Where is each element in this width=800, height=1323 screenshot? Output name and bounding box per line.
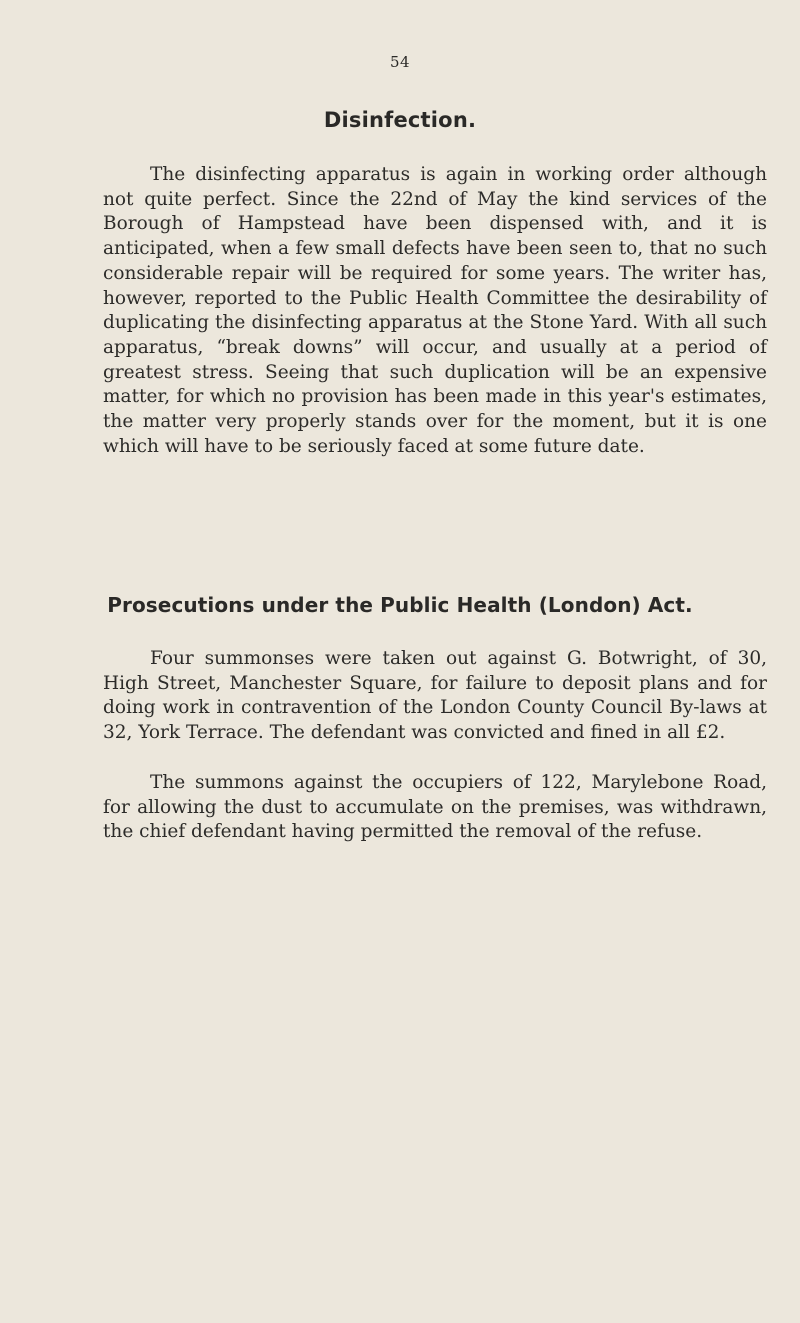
paragraph-marylebone-summons: The summons against the occupiers of 122, Marylebone Road, for allowing the dust to accumulate on the premises, was withdrawn, the chief defendant having permitted the removal of the refuse. <box>103 772 767 843</box>
section-heading-prosecutions: Prosecutions under the Public Health (London) Act. <box>107 593 693 617</box>
page-number: 54 <box>389 53 411 71</box>
paragraph-botwright-summonses: Four summonses were taken out against G. Botwright, of 30, High Street, Manchester Square, for failure to deposit plans and for doing work in contravention of the London County Council By-laws at 32, York Terrace. The defendant was convicted and fined in all £2. <box>103 648 767 744</box>
section-heading-disinfection: Disinfection. <box>323 108 477 132</box>
paragraph-disinfecting-apparatus: The disinfecting apparatus is again in working order although not quite perfect. Since the 22nd of May the kind services of the Borough of Hampstead have been dispensed with, and it is anticipated, when a few small defects have been seen to, that no such considerable repair will be required for some years. The writer has, however, reported to the Public Health Committee the desirability of duplicating the disinfecting apparatus at the Stone Yard. With all such apparatus, “break downs” will occur, and usually at a period of greatest stress. Seeing that such duplication will be an expensive matter, for which no provision has been made in this year's estimates, the matter very properly stands over for the moment, but it is one which will have to be seriously faced at some future date. <box>103 164 767 457</box>
